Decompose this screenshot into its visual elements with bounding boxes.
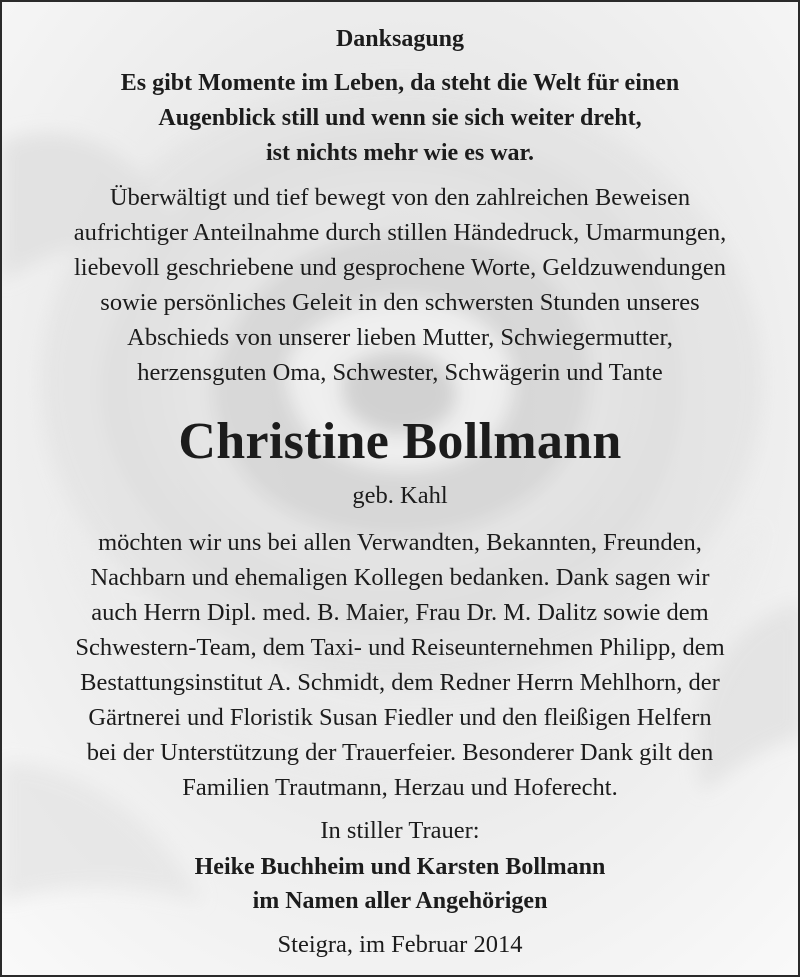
thanks-line: auch Herrn Dipl. med. B. Maier, Frau Dr. M. Dalitz sowie dem bbox=[91, 599, 709, 626]
intro-line: Überwältigt und tief bewegt von den zahlreichen Beweisen bbox=[109, 184, 691, 211]
thanks-line: Schwestern-Team, dem Taxi- und Reiseunternehmen Philipp, dem bbox=[75, 634, 725, 661]
signer-line: im Namen aller Angehörigen bbox=[252, 888, 548, 914]
motto-line: Es gibt Momente im Leben, da steht die Welt für einen bbox=[120, 70, 680, 96]
intro-line: herzensguten Oma, Schwester, Schwägerin und Tante bbox=[137, 359, 663, 386]
intro-line: aufrichtiger Anteilnahme durch stillen Händedruck, Umarmungen, bbox=[73, 219, 727, 246]
motto-line: ist nichts mehr wie es war. bbox=[266, 140, 534, 166]
notice-title: Danksagung bbox=[335, 26, 465, 52]
mourning-label: In stiller Trauer: bbox=[320, 817, 480, 844]
thanks-line: Gärtnerei und Floristik Susan Fiedler und den fleißigen Helfern bbox=[88, 704, 712, 731]
thanks-line: möchten wir uns bei allen Verwandten, Bekannten, Freunden, bbox=[98, 529, 702, 556]
maiden-name: geb. Kahl bbox=[352, 482, 448, 509]
place-date: Steigra, im Februar 2014 bbox=[277, 931, 523, 958]
thanks-line: Bestattungsinstitut A. Schmidt, dem Redner Herrn Mehlhorn, der bbox=[80, 669, 720, 696]
intro-line: Abschieds von unserer lieben Mutter, Schwiegermutter, bbox=[127, 324, 673, 351]
intro-line: liebevoll geschriebene und gesprochene Worte, Geldzuwendungen bbox=[73, 254, 727, 281]
deceased-name: Christine Bollmann bbox=[178, 413, 622, 470]
signer-line: Heike Buchheim und Karsten Bollmann bbox=[194, 854, 606, 880]
thanks-line: bei der Unterstützung der Trauerfeier. Besonderer Dank gilt den bbox=[86, 739, 714, 766]
thanks-line: Familien Trautmann, Herzau und Hoferecht. bbox=[182, 774, 618, 801]
intro-line: sowie persönliches Geleit in den schwersten Stunden unseres bbox=[100, 289, 700, 316]
motto-line: Augenblick still und wenn sie sich weiter dreht, bbox=[158, 105, 642, 131]
thanks-line: Nachbarn und ehemaligen Kollegen bedanken. Dank sagen wir bbox=[90, 564, 710, 591]
